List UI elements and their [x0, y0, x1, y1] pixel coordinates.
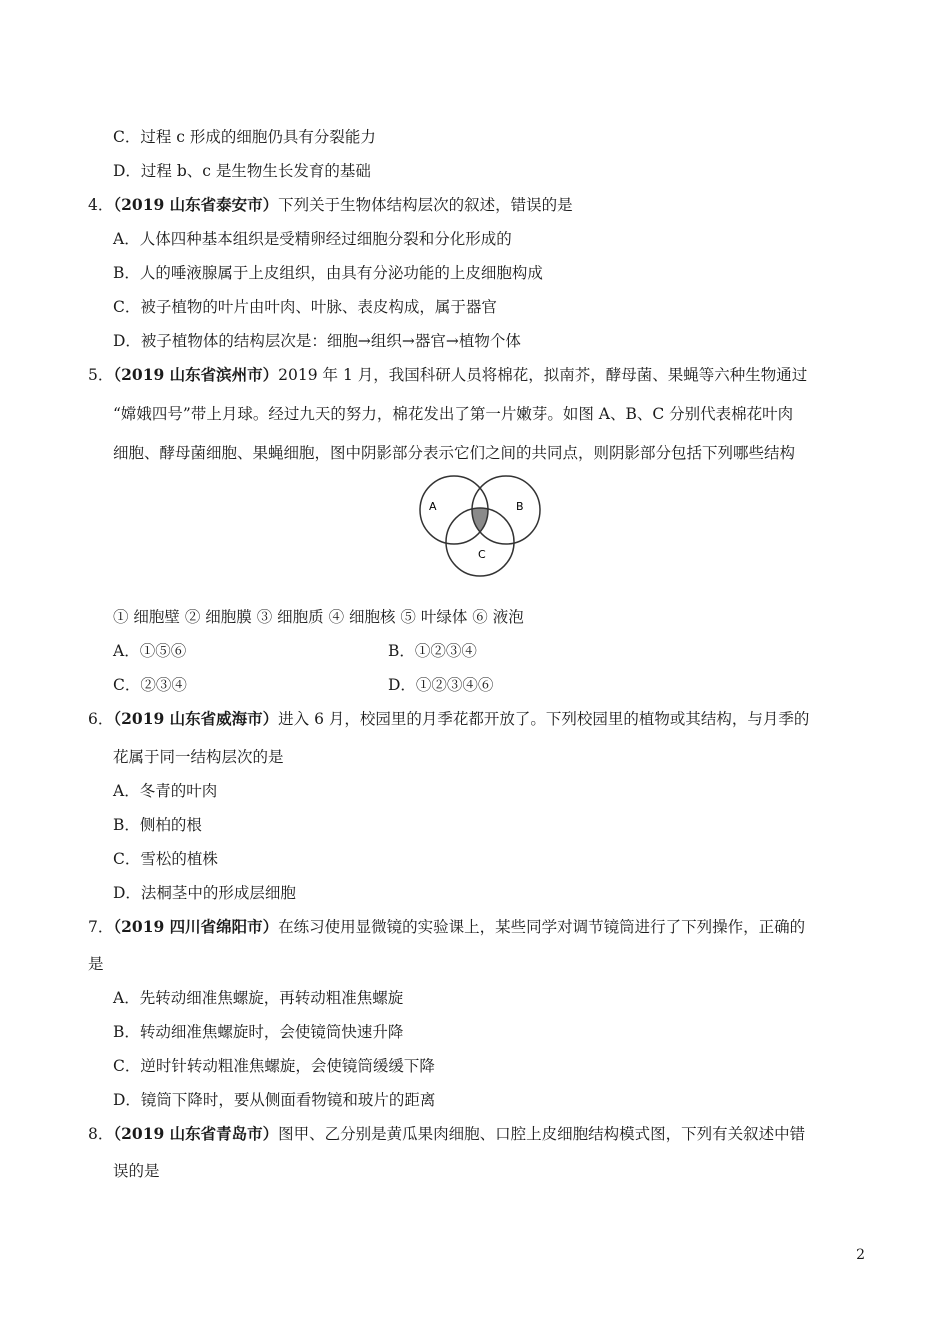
q5-stem-line1: 2019 年 1 月，我国科研人员将棉花，拟南芥，酵母菌、果蝇等六种生物通过	[278, 366, 808, 384]
q5-stem	[88, 364, 807, 386]
q6-option-c: C．雪松的植株	[113, 850, 218, 868]
q6-number: 6．	[88, 710, 114, 728]
page-number: 2	[856, 1247, 865, 1263]
q7-number: 7．	[88, 918, 114, 936]
venn-label-c: C	[478, 548, 486, 561]
q6-stem	[88, 708, 809, 730]
q8-number: 8．	[88, 1125, 114, 1143]
q6-stem-line1: 进入 6 月，校园里的月季花都开放了。下列校园里的植物或其结构，与月季的	[278, 710, 810, 728]
q5-option-c: C．②③④	[113, 676, 187, 694]
q4-option-c: C．被子植物的叶片由叶肉、叶脉、表皮构成，属于器官	[113, 298, 497, 316]
q3-option-c: C．过程 c 形成的细胞仍具有分裂能力	[113, 128, 376, 146]
q8-stem-line2: 误的是	[113, 1162, 160, 1180]
q7-option-c: C．逆时针转动粗准焦螺旋，会使镜筒缓缓下降	[113, 1057, 435, 1075]
q6-option-d: D．法桐茎中的形成层细胞	[113, 884, 296, 902]
q6-source: （2019 山东省威海市）	[113, 709, 279, 728]
q5-option-a: A．①⑤⑥	[113, 642, 187, 660]
q5-stem-line3: 细胞、酵母菌细胞、果蝇细胞，图中阴影部分表示它们之间的共同点，则阴影部分包括下列哪些结构	[113, 444, 796, 462]
q4-option-a: A．人体四种基本组织是受精卵经过细胞分裂和分化形成的	[113, 230, 512, 248]
q4-number: 4．	[88, 196, 114, 214]
q8-stem	[88, 1123, 805, 1145]
q3-option-d: D．过程 b、c 是生物生长发育的基础	[113, 162, 371, 180]
q7-stem-line1: 在练习使用显微镜的实验课上，某些同学对调节镜筒进行了下列操作，正确的	[278, 918, 806, 936]
q8-source: （2019 山东省青岛市）	[113, 1124, 279, 1143]
q5-option-d: D．①②③④⑥	[388, 676, 494, 694]
q6-option-a: A．冬青的叶肉	[113, 782, 218, 800]
venn-label-b: B	[516, 500, 524, 513]
venn-label-a: A	[429, 500, 437, 513]
q7-option-a: A．先转动细准焦螺旋，再转动粗准焦螺旋	[113, 989, 404, 1007]
q6-stem-line2: 花属于同一结构层次的是	[113, 748, 284, 766]
q5-number: 5．	[88, 366, 114, 384]
q7-source: （2019 四川省绵阳市）	[113, 917, 279, 936]
q8-stem-line1: 图甲、乙分别是黄瓜果肉细胞、口腔上皮细胞结构模式图，下列有关叙述中错	[278, 1125, 806, 1143]
venn-diagram	[405, 474, 549, 578]
q7-stem-line2: 是	[88, 955, 104, 973]
q4-option-b: B．人的唾液腺属于上皮组织，由具有分泌功能的上皮细胞构成	[113, 264, 543, 282]
q5-source: （2019 山东省滨州市）	[113, 365, 279, 384]
q5-stem-line2: “嫦娥四号”带上月球。经过九天的努力，棉花发出了第一片嫩芽。如图 A、B、C 分别代表棉花叶肉	[113, 405, 794, 423]
q5-structure-items: ① 细胞壁 ② 细胞膜 ③ 细胞质 ④ 细胞核 ⑤ 叶绿体 ⑥ 液泡	[113, 608, 524, 626]
q6-option-b: B．侧柏的根	[113, 816, 202, 834]
q7-option-d: D．镜筒下降时，要从侧面看物镜和玻片的距离	[113, 1091, 436, 1109]
q4-source: （2019 山东省泰安市）	[113, 195, 279, 214]
q4-stem-text: 下列关于生物体结构层次的叙述，错误的是	[278, 196, 573, 214]
q4-stem	[88, 194, 573, 216]
q7-option-b: B．转动细准焦螺旋时，会使镜筒快速升降	[113, 1023, 404, 1041]
q4-option-d: D．被子植物体的结构层次是：细胞→组织→器官→植物个体	[113, 332, 521, 350]
q5-option-b: B．①②③④	[388, 642, 477, 660]
q7-stem	[88, 916, 805, 938]
